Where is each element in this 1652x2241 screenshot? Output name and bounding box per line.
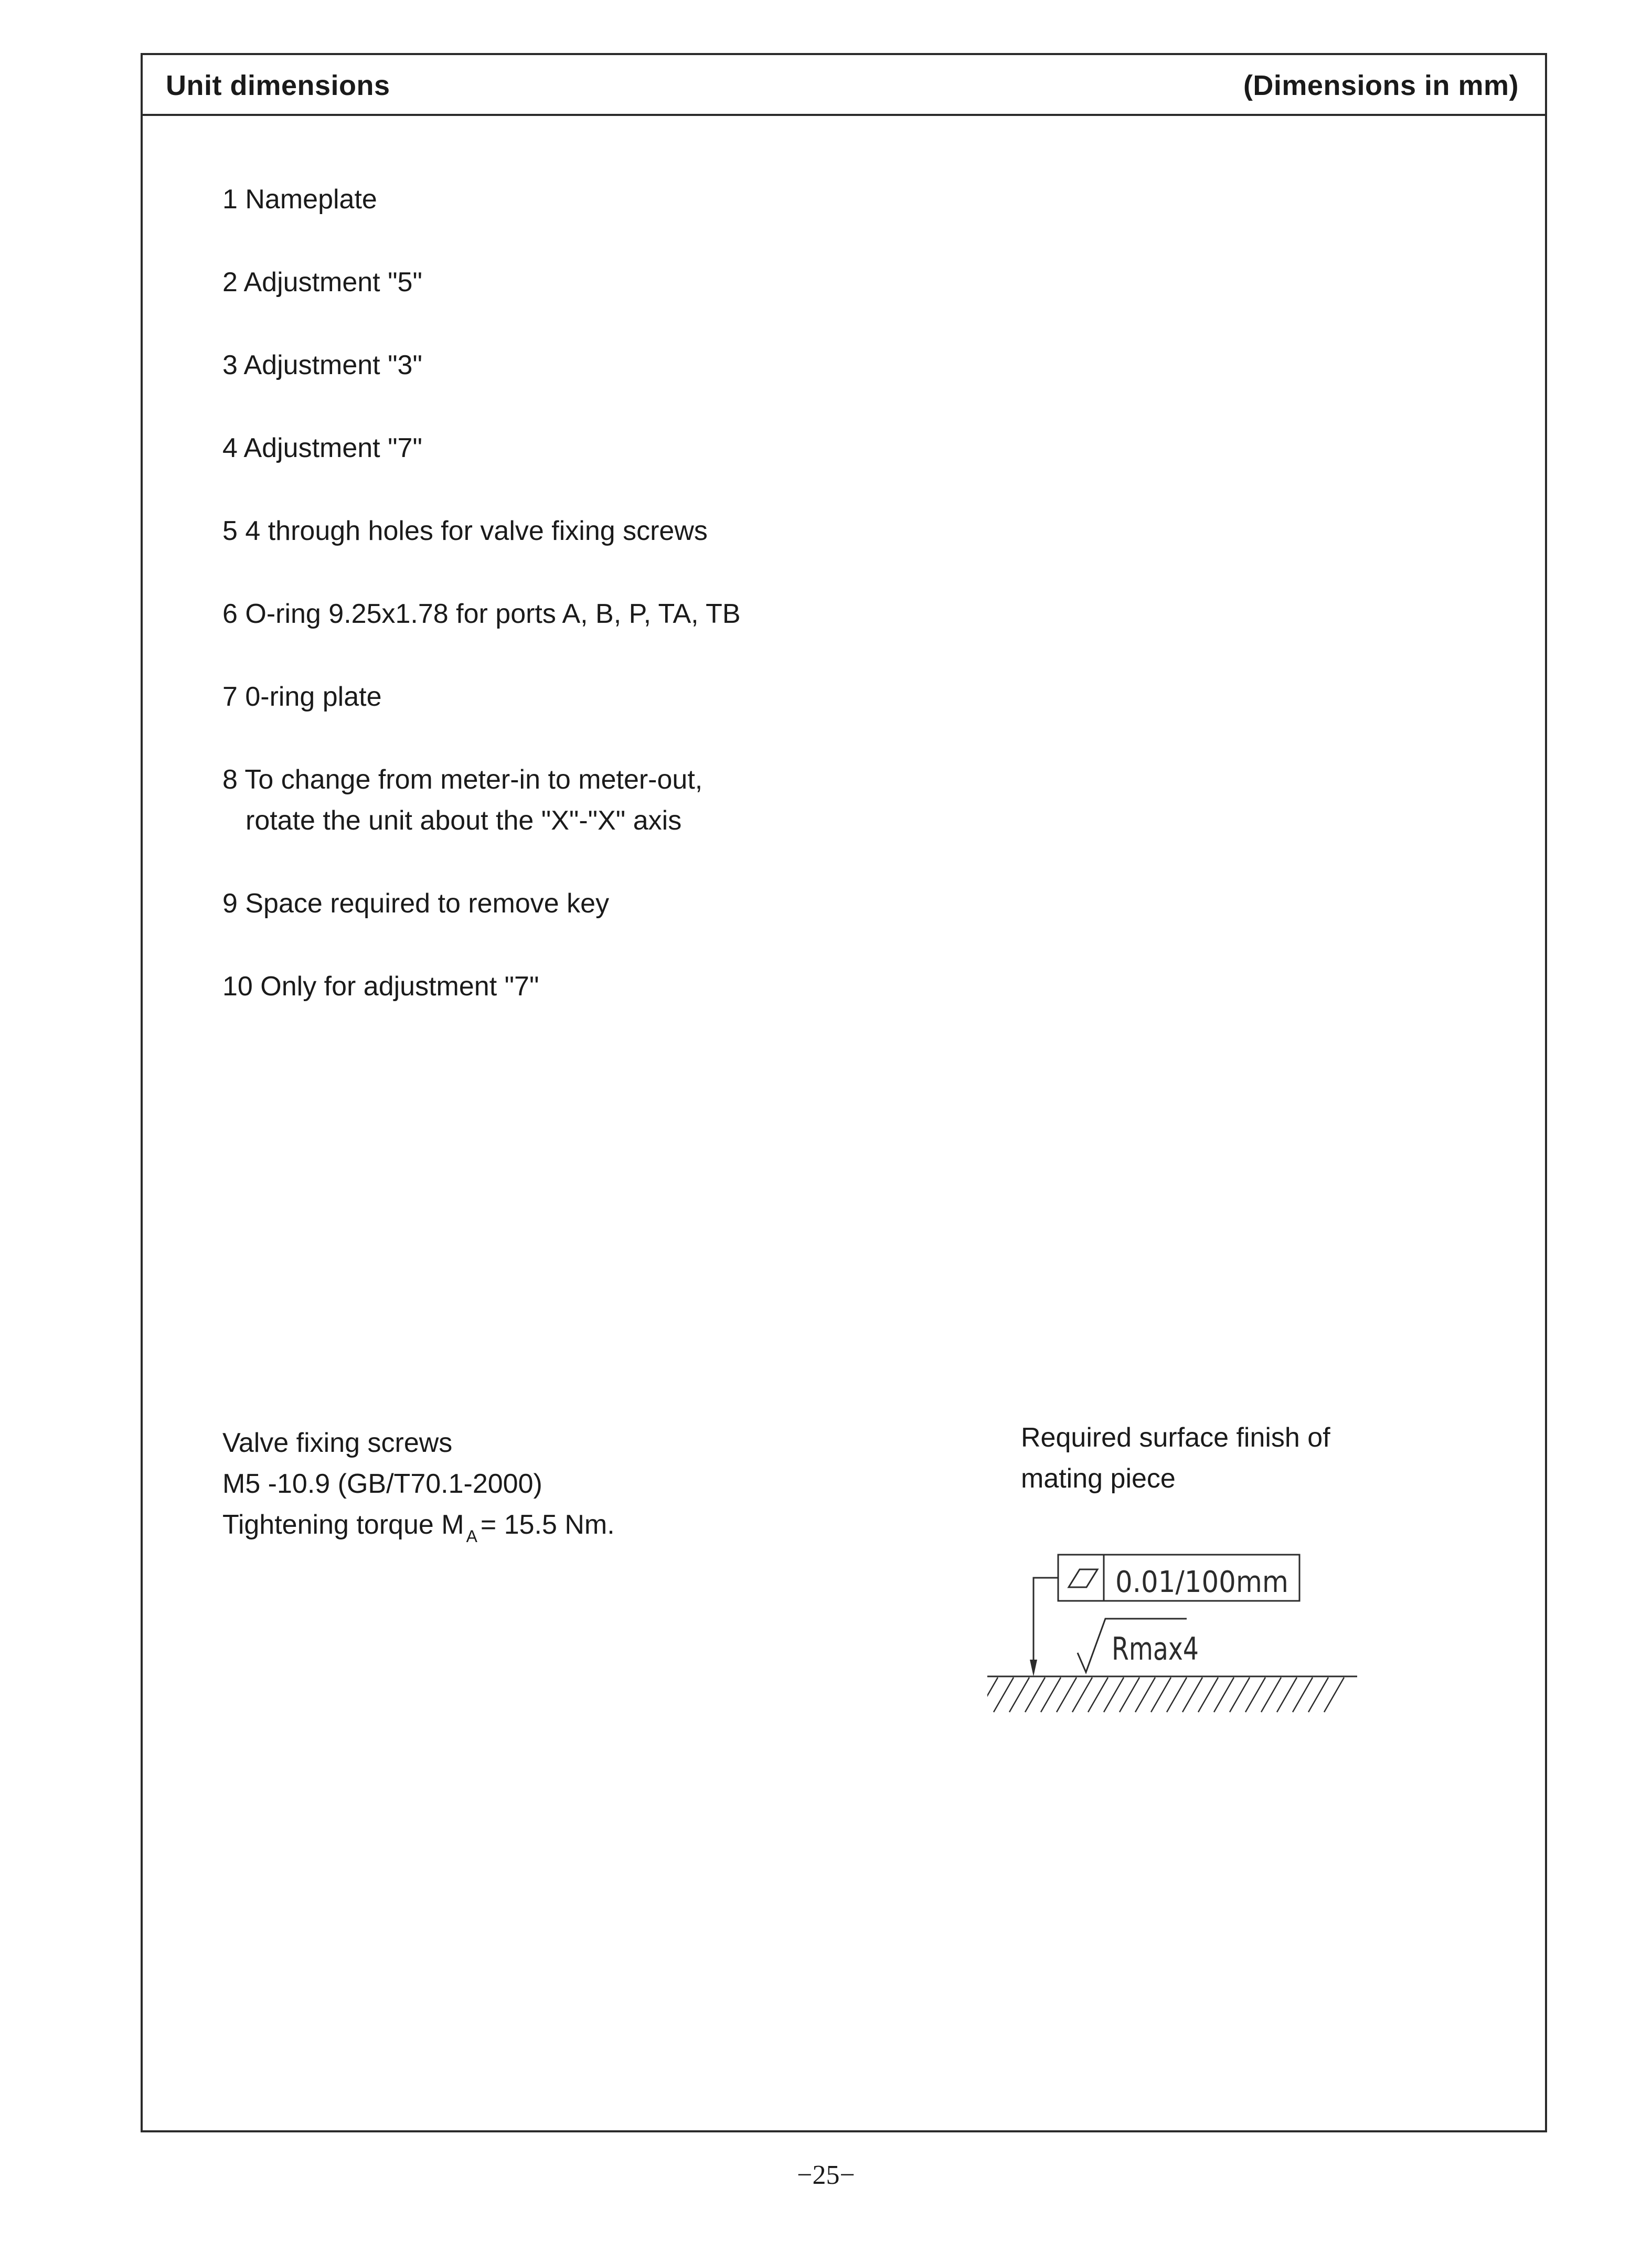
hatch-line xyxy=(1041,1677,1061,1712)
legend-item-8: 8 To change from meter-in to meter-out, xyxy=(222,764,703,795)
hatch-line xyxy=(1182,1677,1202,1712)
leader-line xyxy=(1033,1578,1058,1671)
hatch-line xyxy=(1324,1677,1344,1712)
valve-fixing-screws-note xyxy=(222,1422,615,1548)
legend-item-2: 2 Adjustment "5" xyxy=(222,267,422,298)
torque-subscript: A xyxy=(466,1527,477,1546)
surface-finish-label xyxy=(1021,1417,1330,1499)
hatch-line xyxy=(1308,1677,1328,1712)
hatch-line xyxy=(1120,1677,1139,1712)
hatch-line xyxy=(1072,1677,1092,1712)
hatch-line xyxy=(1293,1677,1313,1712)
surface-finish-symbol xyxy=(987,1550,1376,1750)
hatch-line xyxy=(1261,1677,1281,1712)
units-note: (Dimensions in mm) xyxy=(1243,70,1519,101)
legend-list xyxy=(222,179,741,1007)
surface-finish-line-2: mating piece xyxy=(1021,1463,1176,1494)
hatch-line xyxy=(1230,1677,1250,1712)
surface-finish-line-1: Required surface finish of xyxy=(1021,1422,1330,1453)
legend-item-5: 5 4 through holes for valve fixing screws xyxy=(222,516,708,546)
page-frame xyxy=(141,53,1547,2132)
hatch-line xyxy=(994,1677,1014,1712)
section-title: Unit dimensions xyxy=(166,70,390,101)
hatch-line xyxy=(1057,1677,1077,1712)
surface-hatching xyxy=(987,1677,1344,1712)
hatch-line xyxy=(1214,1677,1234,1712)
flatness-icon xyxy=(1069,1569,1097,1587)
tightening-torque xyxy=(222,1504,615,1548)
torque-prefix: Tightening torque M xyxy=(222,1510,464,1540)
legend-item-1: 1 Nameplate xyxy=(222,184,377,215)
hatch-line xyxy=(1151,1677,1171,1712)
torque-value: = 15.5 Nm. xyxy=(480,1510,615,1540)
legend-item-10: 10 Only for adjustment "7" xyxy=(222,971,539,1002)
hatch-line xyxy=(1277,1677,1297,1712)
hatch-line xyxy=(1167,1677,1187,1712)
legend-item-3: 3 Adjustment "3" xyxy=(222,350,422,380)
section-header xyxy=(143,55,1545,116)
screws-title: Valve fixing screws xyxy=(222,1428,453,1458)
screws-spec: M5 -10.9 (GB/T70.1-2000) xyxy=(222,1469,542,1499)
hatch-line xyxy=(1198,1677,1218,1712)
hatch-line xyxy=(1135,1677,1155,1712)
hatch-line xyxy=(1088,1677,1108,1712)
roughness-value: Rmax4 xyxy=(1112,1631,1199,1668)
hatch-line xyxy=(1009,1677,1029,1712)
legend-item-9: 9 Space required to remove key xyxy=(222,888,610,919)
legend-item-7: 7 0-ring plate xyxy=(222,682,382,712)
leader-arrow-icon xyxy=(1030,1660,1037,1676)
legend-item-8-continued: rotate the unit about the "X"-"X" axis xyxy=(246,805,682,836)
hatch-line xyxy=(1104,1677,1124,1712)
legend-item-4: 4 Adjustment "7" xyxy=(222,433,422,463)
hatch-line xyxy=(1245,1677,1265,1712)
legend-item-6: 6 O-ring 9.25x1.78 for ports A, B, P, TA, TB xyxy=(222,599,741,629)
flatness-tolerance-value: 0.01/100mm xyxy=(1115,1565,1288,1599)
page-number: −25− xyxy=(797,2160,855,2190)
hatch-line xyxy=(1025,1677,1045,1712)
